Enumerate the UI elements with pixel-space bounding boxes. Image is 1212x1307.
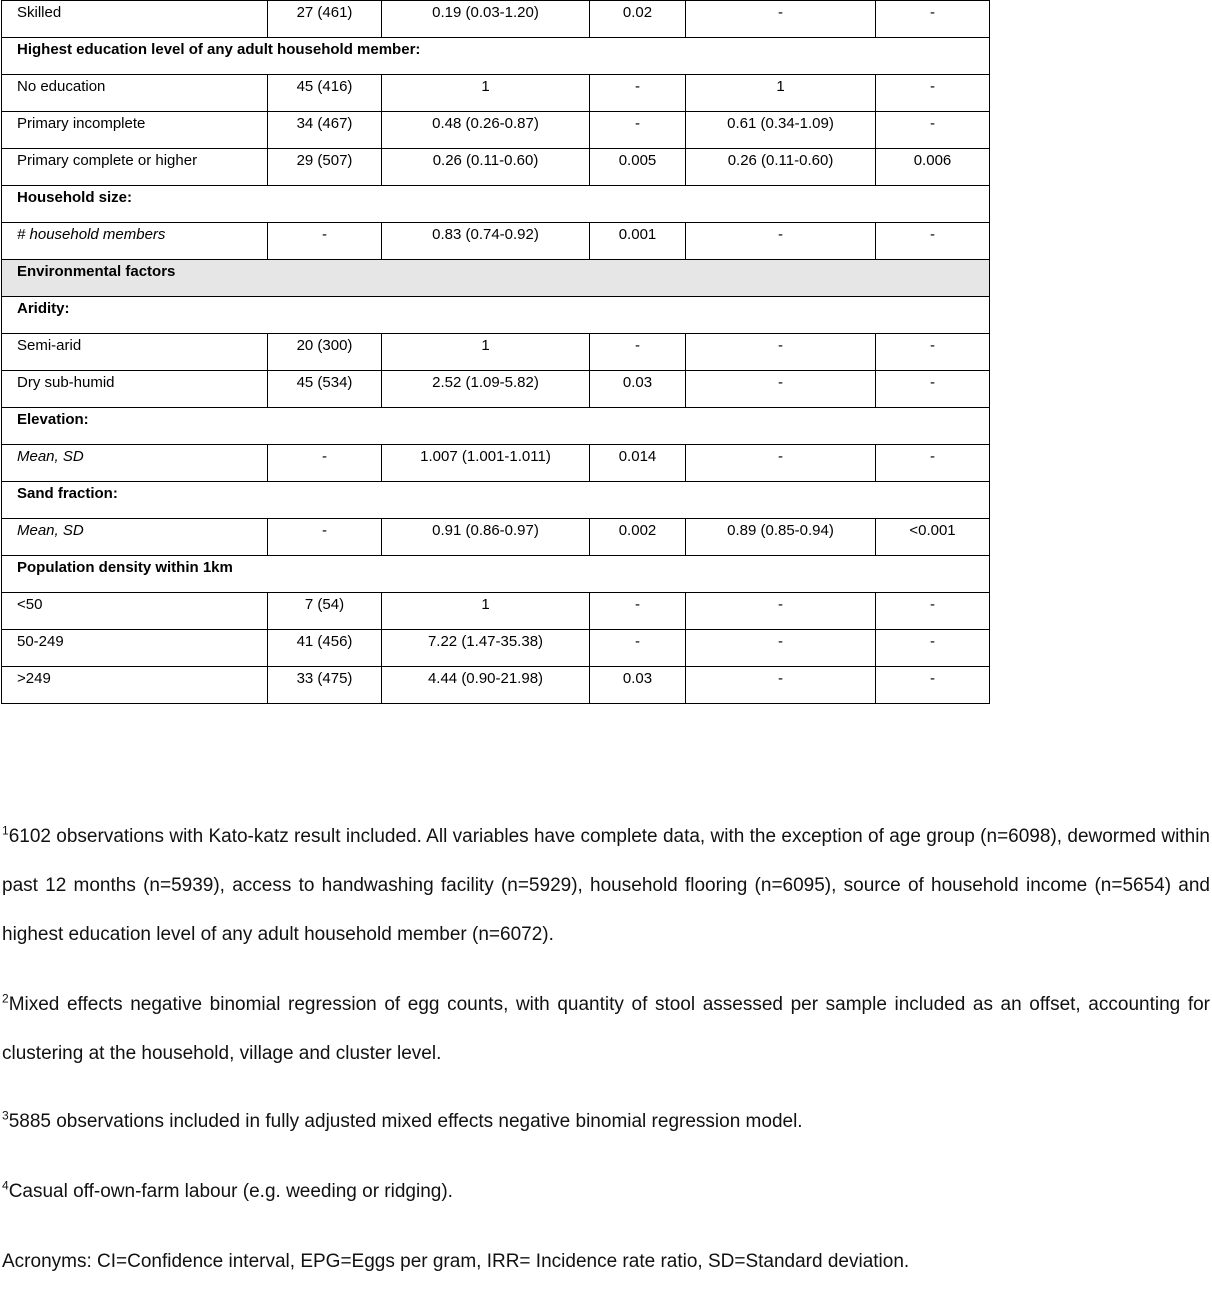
group-header: Population density within 1km	[2, 556, 990, 593]
table-body	[2, 1, 990, 704]
group-header-row	[2, 186, 990, 223]
table-row	[2, 371, 990, 408]
table-row	[2, 112, 990, 149]
adjusted-irr-cell: -	[686, 334, 876, 371]
acronyms-note: Acronyms: CI=Confidence interval, EPG=Eggs per gram, IRR= Incidence rate ratio, SD=Standard deviation.	[2, 1251, 910, 1272]
footnote-3	[2, 1097, 1210, 1146]
unadjusted-p-cell: 0.014	[590, 445, 686, 482]
cases-cell: -	[268, 445, 382, 482]
table-row	[2, 667, 990, 704]
group-header-row	[2, 482, 990, 519]
footnote-2	[2, 980, 1210, 1078]
unadjusted-irr-cell: 1.007 (1.001-1.011)	[382, 445, 590, 482]
footnote-3-mark: 3	[2, 1108, 9, 1123]
adjusted-p-cell: -	[876, 371, 990, 408]
results-table	[1, 0, 990, 704]
footnote-2-text: Mixed effects negative binomial regression of egg counts, with quantity of stool assessed per sample included as an offset, accounting for clustering at the household, village and cluster level.	[2, 994, 1210, 1064]
unadjusted-p-cell: -	[590, 593, 686, 630]
cases-cell: 29 (507)	[268, 149, 382, 186]
adjusted-p-cell: 0.006	[876, 149, 990, 186]
unadjusted-irr-cell: 0.26 (0.11-0.60)	[382, 149, 590, 186]
unadjusted-irr-cell: 7.22 (1.47-35.38)	[382, 630, 590, 667]
table-row	[2, 75, 990, 112]
adjusted-irr-cell: 0.89 (0.85-0.94)	[686, 519, 876, 556]
unadjusted-irr-cell: 1	[382, 593, 590, 630]
unadjusted-p-cell: 0.03	[590, 667, 686, 704]
row-label-cell: >249	[2, 667, 268, 704]
adjusted-p-cell: -	[876, 593, 990, 630]
adjusted-irr-cell: 0.26 (0.11-0.60)	[686, 149, 876, 186]
unadjusted-p-cell: 0.005	[590, 149, 686, 186]
adjusted-p-cell: -	[876, 112, 990, 149]
table-row	[2, 630, 990, 667]
footnote-1-text: 6102 observations with Kato-katz result included. All variables have complete data, with the exception of age group (n=6098), dewormed within past 12 months (n=5939), access to handwashing facility (n=5929), household flooring (n=6095), source of household income (n=5654) and highest education level of any adult household member (n=6072).	[2, 826, 1210, 945]
unadjusted-irr-cell: 0.48 (0.26-0.87)	[382, 112, 590, 149]
section-header: Environmental factors	[2, 260, 990, 297]
unadjusted-p-cell: -	[590, 630, 686, 667]
unadjusted-p-cell: 0.001	[590, 223, 686, 260]
cases-cell: -	[268, 519, 382, 556]
unadjusted-irr-cell: 0.83 (0.74-0.92)	[382, 223, 590, 260]
adjusted-irr-cell: -	[686, 1, 876, 38]
table-row	[2, 334, 990, 371]
table-row	[2, 593, 990, 630]
adjusted-irr-cell: -	[686, 593, 876, 630]
adjusted-p-cell: -	[876, 667, 990, 704]
footnote-2-mark: 2	[2, 991, 9, 1006]
cases-cell: 27 (461)	[268, 1, 382, 38]
unadjusted-irr-cell: 0.19 (0.03-1.20)	[382, 1, 590, 38]
group-header-row	[2, 556, 990, 593]
row-label-cell: # household members	[2, 223, 268, 260]
table-row	[2, 149, 990, 186]
unadjusted-p-cell: -	[590, 112, 686, 149]
adjusted-irr-cell: -	[686, 630, 876, 667]
cases-cell: 41 (456)	[268, 630, 382, 667]
adjusted-irr-cell: -	[686, 223, 876, 260]
unadjusted-irr-cell: 4.44 (0.90-21.98)	[382, 667, 590, 704]
row-label-cell: Semi-arid	[2, 334, 268, 371]
footnote-1	[2, 812, 1210, 959]
adjusted-p-cell: -	[876, 1, 990, 38]
unadjusted-irr-cell: 1	[382, 75, 590, 112]
group-header-row	[2, 38, 990, 75]
cases-cell: -	[268, 223, 382, 260]
row-label-cell: Skilled	[2, 1, 268, 38]
footnote-4-mark: 4	[2, 1178, 9, 1193]
footnote-4	[2, 1167, 1210, 1216]
adjusted-irr-cell: -	[686, 371, 876, 408]
adjusted-irr-cell: 1	[686, 75, 876, 112]
cases-cell: 7 (54)	[268, 593, 382, 630]
adjusted-irr-cell: 0.61 (0.34-1.09)	[686, 112, 876, 149]
table-row	[2, 519, 990, 556]
unadjusted-p-cell: 0.03	[590, 371, 686, 408]
row-label-cell: Mean, SD	[2, 445, 268, 482]
row-label-cell: No education	[2, 75, 268, 112]
unadjusted-p-cell: -	[590, 75, 686, 112]
row-label-cell: Dry sub-humid	[2, 371, 268, 408]
unadjusted-irr-cell: 1	[382, 334, 590, 371]
row-label-cell: Mean, SD	[2, 519, 268, 556]
group-header: Aridity:	[2, 297, 990, 334]
table-row	[2, 223, 990, 260]
adjusted-p-cell: -	[876, 75, 990, 112]
adjusted-p-cell: -	[876, 334, 990, 371]
adjusted-p-cell: -	[876, 445, 990, 482]
section-header-row	[2, 260, 990, 297]
adjusted-p-cell: -	[876, 223, 990, 260]
group-header-row	[2, 297, 990, 334]
cases-cell: 33 (475)	[268, 667, 382, 704]
group-header: Highest education level of any adult household member:	[2, 38, 990, 75]
group-header: Sand fraction:	[2, 482, 990, 519]
cases-cell: 34 (467)	[268, 112, 382, 149]
adjusted-irr-cell: -	[686, 445, 876, 482]
unadjusted-p-cell: -	[590, 334, 686, 371]
unadjusted-p-cell: 0.02	[590, 1, 686, 38]
table-row	[2, 445, 990, 482]
footnote-1-mark: 1	[2, 823, 9, 838]
footnote-4-text: Casual off-own-farm labour (e.g. weeding or ridging).	[8, 1181, 453, 1202]
group-header: Household size:	[2, 186, 990, 223]
row-label-cell: 50-249	[2, 630, 268, 667]
adjusted-irr-cell: -	[686, 667, 876, 704]
unadjusted-irr-cell: 2.52 (1.09-5.82)	[382, 371, 590, 408]
cases-cell: 45 (416)	[268, 75, 382, 112]
row-label-cell: <50	[2, 593, 268, 630]
footnote-3-text: 5885 observations included in fully adjusted mixed effects negative binomial regression model.	[8, 1111, 803, 1132]
cases-cell: 45 (534)	[268, 371, 382, 408]
cases-cell: 20 (300)	[268, 334, 382, 371]
adjusted-p-cell: -	[876, 630, 990, 667]
unadjusted-p-cell: 0.002	[590, 519, 686, 556]
table-row	[2, 1, 990, 38]
group-header: Elevation:	[2, 408, 990, 445]
footnotes	[2, 812, 1210, 1307]
group-header-row	[2, 408, 990, 445]
unadjusted-irr-cell: 0.91 (0.86-0.97)	[382, 519, 590, 556]
row-label-cell: Primary complete or higher	[2, 149, 268, 186]
adjusted-p-cell: <0.001	[876, 519, 990, 556]
row-label-cell: Primary incomplete	[2, 112, 268, 149]
